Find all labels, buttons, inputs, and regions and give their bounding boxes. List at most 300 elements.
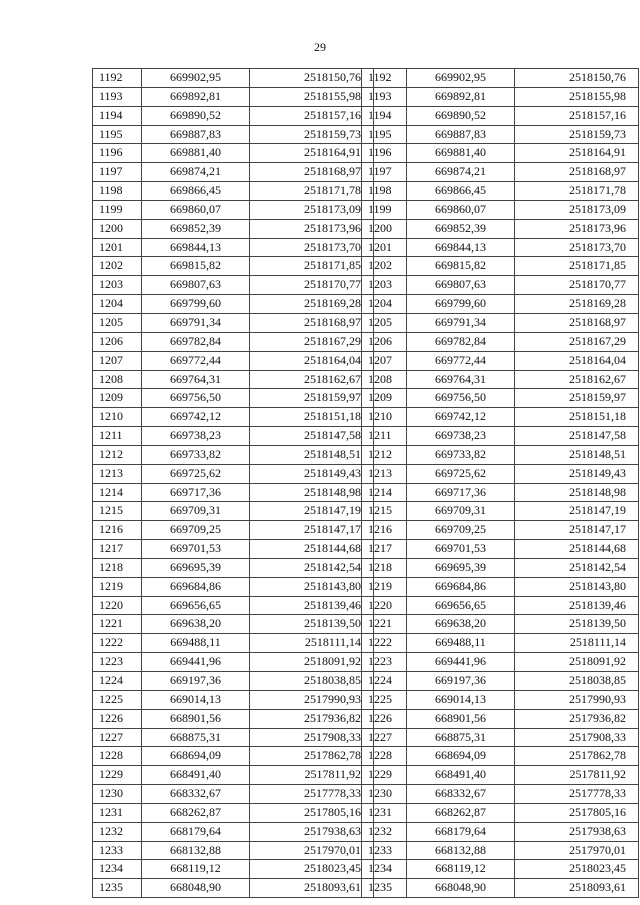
x-coordinate-cell: 669815,82 (142, 257, 250, 276)
table-row (362, 163, 639, 182)
x-coordinate-cell: 669656,65 (142, 596, 250, 615)
y-coordinate-cell: 2517862,78 (250, 747, 374, 766)
table-row (362, 219, 639, 238)
x-coordinate-cell: 669799,60 (407, 295, 515, 314)
point-number-cell: 1212 (93, 445, 142, 464)
point-number-cell: 1197 (362, 163, 407, 182)
x-coordinate-cell: 668901,56 (407, 709, 515, 728)
x-coordinate-cell: 668132,88 (142, 841, 250, 860)
point-number-cell: 1200 (93, 219, 142, 238)
point-number-cell: 1221 (362, 615, 407, 634)
point-number-cell: 1199 (93, 200, 142, 219)
point-number-cell: 1220 (362, 596, 407, 615)
y-coordinate-cell: 2518167,29 (250, 332, 374, 351)
table-row (362, 860, 639, 879)
table-row (93, 841, 374, 860)
point-number-cell: 1227 (93, 728, 142, 747)
x-coordinate-cell: 668875,31 (142, 728, 250, 747)
y-coordinate-cell: 2518164,91 (250, 144, 374, 163)
x-coordinate-cell: 668119,12 (407, 860, 515, 879)
point-number-cell: 1211 (362, 427, 407, 446)
x-coordinate-cell: 669733,82 (142, 445, 250, 464)
y-coordinate-cell: 2518168,97 (250, 313, 374, 332)
y-coordinate-cell: 2518091,92 (250, 653, 374, 672)
x-coordinate-cell: 669725,62 (142, 464, 250, 483)
table-row (362, 841, 639, 860)
y-coordinate-cell: 2517970,01 (515, 841, 639, 860)
x-coordinate-cell: 669441,96 (407, 653, 515, 672)
table-row (362, 577, 639, 596)
table-row (93, 879, 374, 898)
y-coordinate-cell: 2518147,17 (515, 521, 639, 540)
x-coordinate-cell: 669807,63 (407, 276, 515, 295)
x-coordinate-cell: 669791,34 (407, 313, 515, 332)
y-coordinate-cell: 2517811,92 (250, 766, 374, 785)
table-row (93, 370, 374, 389)
point-number-cell: 1229 (93, 766, 142, 785)
x-coordinate-cell: 669892,81 (407, 87, 515, 106)
table-row (93, 558, 374, 577)
point-number-cell: 1221 (93, 615, 142, 634)
point-number-cell: 1204 (93, 295, 142, 314)
table-row (93, 219, 374, 238)
coordinates-table-right (361, 68, 639, 898)
x-coordinate-cell: 669890,52 (142, 106, 250, 125)
table-row (362, 558, 639, 577)
point-number-cell: 1206 (93, 332, 142, 351)
table-row (93, 483, 374, 502)
x-coordinate-cell: 669638,20 (407, 615, 515, 634)
x-coordinate-cell: 668262,87 (142, 803, 250, 822)
x-coordinate-cell: 669756,50 (142, 389, 250, 408)
x-coordinate-cell: 668332,67 (407, 785, 515, 804)
point-number-cell: 1195 (362, 125, 407, 144)
point-number-cell: 1227 (362, 728, 407, 747)
x-coordinate-cell: 668694,09 (142, 747, 250, 766)
y-coordinate-cell: 2518038,85 (250, 672, 374, 691)
x-coordinate-cell: 669709,25 (142, 521, 250, 540)
point-number-cell: 1222 (93, 634, 142, 653)
table-row (362, 182, 639, 201)
table-row (362, 540, 639, 559)
y-coordinate-cell: 2518147,58 (515, 427, 639, 446)
y-coordinate-cell: 2518168,97 (250, 163, 374, 182)
point-number-cell: 1215 (93, 502, 142, 521)
y-coordinate-cell: 2518162,67 (515, 370, 639, 389)
point-number-cell: 1199 (362, 200, 407, 219)
point-number-cell: 1216 (362, 521, 407, 540)
table-row (362, 785, 639, 804)
y-coordinate-cell: 2518148,51 (250, 445, 374, 464)
y-coordinate-cell: 2518155,98 (250, 87, 374, 106)
table-row (362, 502, 639, 521)
y-coordinate-cell: 2518171,85 (515, 257, 639, 276)
point-number-cell: 1231 (93, 803, 142, 822)
point-number-cell: 1196 (93, 144, 142, 163)
x-coordinate-cell: 669887,83 (407, 125, 515, 144)
x-coordinate-cell: 668048,90 (407, 879, 515, 898)
table-row (362, 822, 639, 841)
x-coordinate-cell: 669695,39 (407, 558, 515, 577)
table-row (93, 332, 374, 351)
x-coordinate-cell: 669709,31 (142, 502, 250, 521)
x-coordinate-cell: 669874,21 (142, 163, 250, 182)
y-coordinate-cell: 2518142,54 (515, 558, 639, 577)
point-number-cell: 1232 (362, 822, 407, 841)
point-number-cell: 1209 (93, 389, 142, 408)
coordinates-table-right-body (362, 69, 639, 898)
point-number-cell: 1202 (362, 257, 407, 276)
y-coordinate-cell: 2518169,28 (515, 295, 639, 314)
y-coordinate-cell: 2517936,82 (250, 709, 374, 728)
point-number-cell: 1216 (93, 521, 142, 540)
x-coordinate-cell: 669738,23 (142, 427, 250, 446)
x-coordinate-cell: 669902,95 (407, 69, 515, 88)
table-row (93, 672, 374, 691)
y-coordinate-cell: 2518171,85 (250, 257, 374, 276)
table-row (362, 464, 639, 483)
x-coordinate-cell: 669756,50 (407, 389, 515, 408)
y-coordinate-cell: 2517908,33 (515, 728, 639, 747)
y-coordinate-cell: 2518155,98 (515, 87, 639, 106)
table-row (362, 257, 639, 276)
y-coordinate-cell: 2518168,97 (515, 313, 639, 332)
point-number-cell: 1207 (93, 351, 142, 370)
x-coordinate-cell: 669764,31 (142, 370, 250, 389)
point-number-cell: 1225 (93, 690, 142, 709)
point-number-cell: 1198 (362, 182, 407, 201)
y-coordinate-cell: 2518144,68 (515, 540, 639, 559)
table-row (362, 238, 639, 257)
y-coordinate-cell: 2518144,68 (250, 540, 374, 559)
table-row (93, 351, 374, 370)
y-coordinate-cell: 2518167,29 (515, 332, 639, 351)
table-row (362, 596, 639, 615)
x-coordinate-cell: 669772,44 (407, 351, 515, 370)
point-number-cell: 1217 (362, 540, 407, 559)
point-number-cell: 1193 (362, 87, 407, 106)
table-row (93, 728, 374, 747)
y-coordinate-cell: 2518023,45 (515, 860, 639, 879)
y-coordinate-cell: 2518093,61 (515, 879, 639, 898)
table-row (93, 276, 374, 295)
point-number-cell: 1223 (362, 653, 407, 672)
y-coordinate-cell: 2518143,80 (250, 577, 374, 596)
x-coordinate-cell: 669866,45 (142, 182, 250, 201)
table-row (362, 313, 639, 332)
point-number-cell: 1198 (93, 182, 142, 201)
point-number-cell: 1210 (362, 408, 407, 427)
point-number-cell: 1219 (362, 577, 407, 596)
y-coordinate-cell: 2518149,43 (250, 464, 374, 483)
y-coordinate-cell: 2518170,77 (515, 276, 639, 295)
point-number-cell: 1225 (362, 690, 407, 709)
y-coordinate-cell: 2518139,50 (515, 615, 639, 634)
y-coordinate-cell: 2517811,92 (515, 766, 639, 785)
table-row (93, 502, 374, 521)
y-coordinate-cell: 2518151,18 (515, 408, 639, 427)
x-coordinate-cell: 668262,87 (407, 803, 515, 822)
y-coordinate-cell: 2518111,14 (515, 634, 639, 653)
table-row (93, 615, 374, 634)
x-coordinate-cell: 668491,40 (142, 766, 250, 785)
y-coordinate-cell: 2518164,04 (250, 351, 374, 370)
y-coordinate-cell: 2518173,09 (515, 200, 639, 219)
y-coordinate-cell: 2518150,76 (515, 69, 639, 88)
y-coordinate-cell: 2518157,16 (250, 106, 374, 125)
y-coordinate-cell: 2518111,14 (250, 634, 374, 653)
x-coordinate-cell: 669709,25 (407, 521, 515, 540)
point-number-cell: 1203 (362, 276, 407, 295)
table-row (93, 540, 374, 559)
y-coordinate-cell: 2518164,91 (515, 144, 639, 163)
y-coordinate-cell: 2518159,97 (250, 389, 374, 408)
x-coordinate-cell: 669890,52 (407, 106, 515, 125)
x-coordinate-cell: 668048,90 (142, 879, 250, 898)
point-number-cell: 1226 (93, 709, 142, 728)
point-number-cell: 1193 (93, 87, 142, 106)
point-number-cell: 1213 (93, 464, 142, 483)
table-row (362, 276, 639, 295)
table-row (362, 521, 639, 540)
y-coordinate-cell: 2518143,80 (515, 577, 639, 596)
point-number-cell: 1196 (362, 144, 407, 163)
point-number-cell: 1209 (362, 389, 407, 408)
point-number-cell: 1231 (362, 803, 407, 822)
x-coordinate-cell: 669852,39 (407, 219, 515, 238)
table-row (362, 766, 639, 785)
table-row (362, 653, 639, 672)
y-coordinate-cell: 2518139,46 (250, 596, 374, 615)
y-coordinate-cell: 2518023,45 (250, 860, 374, 879)
coordinates-table-left (92, 68, 374, 898)
y-coordinate-cell: 2518148,98 (250, 483, 374, 502)
y-coordinate-cell: 2518147,58 (250, 427, 374, 446)
point-number-cell: 1195 (93, 125, 142, 144)
x-coordinate-cell: 669742,12 (142, 408, 250, 427)
x-coordinate-cell: 669815,82 (407, 257, 515, 276)
point-number-cell: 1200 (362, 219, 407, 238)
x-coordinate-cell: 668132,88 (407, 841, 515, 860)
y-coordinate-cell: 2518173,96 (250, 219, 374, 238)
table-row (362, 690, 639, 709)
table-row (93, 125, 374, 144)
table-row (362, 634, 639, 653)
table-row (362, 445, 639, 464)
y-coordinate-cell: 2518139,46 (515, 596, 639, 615)
y-coordinate-cell: 2518139,50 (250, 615, 374, 634)
y-coordinate-cell: 2517778,33 (515, 785, 639, 804)
table-row (93, 238, 374, 257)
point-number-cell: 1226 (362, 709, 407, 728)
x-coordinate-cell: 669764,31 (407, 370, 515, 389)
x-coordinate-cell: 668119,12 (142, 860, 250, 879)
table-row (93, 200, 374, 219)
table-row (93, 803, 374, 822)
y-coordinate-cell: 2518162,67 (250, 370, 374, 389)
table-row (362, 106, 639, 125)
point-number-cell: 1204 (362, 295, 407, 314)
x-coordinate-cell: 669197,36 (407, 672, 515, 691)
point-number-cell: 1203 (93, 276, 142, 295)
x-coordinate-cell: 669733,82 (407, 445, 515, 464)
point-number-cell: 1210 (93, 408, 142, 427)
x-coordinate-cell: 668694,09 (407, 747, 515, 766)
point-number-cell: 1215 (362, 502, 407, 521)
y-coordinate-cell: 2517938,63 (515, 822, 639, 841)
y-coordinate-cell: 2517778,33 (250, 785, 374, 804)
y-coordinate-cell: 2518159,73 (515, 125, 639, 144)
table-row (362, 709, 639, 728)
point-number-cell: 1220 (93, 596, 142, 615)
y-coordinate-cell: 2518150,76 (250, 69, 374, 88)
point-number-cell: 1201 (362, 238, 407, 257)
x-coordinate-cell: 669717,36 (407, 483, 515, 502)
point-number-cell: 1192 (93, 69, 142, 88)
y-coordinate-cell: 2517908,33 (250, 728, 374, 747)
point-number-cell: 1228 (362, 747, 407, 766)
point-number-cell: 1205 (93, 313, 142, 332)
x-coordinate-cell: 669791,34 (142, 313, 250, 332)
table-row (93, 709, 374, 728)
y-coordinate-cell: 2518091,92 (515, 653, 639, 672)
point-number-cell: 1218 (93, 558, 142, 577)
point-number-cell: 1235 (362, 879, 407, 898)
y-coordinate-cell: 2518148,98 (515, 483, 639, 502)
y-coordinate-cell: 2518173,09 (250, 200, 374, 219)
y-coordinate-cell: 2518147,19 (515, 502, 639, 521)
table-row (362, 672, 639, 691)
y-coordinate-cell: 2518147,19 (250, 502, 374, 521)
table-row (362, 332, 639, 351)
y-coordinate-cell: 2518173,96 (515, 219, 639, 238)
y-coordinate-cell: 2518173,70 (250, 238, 374, 257)
table-row (93, 464, 374, 483)
table-row (93, 408, 374, 427)
table-row (362, 87, 639, 106)
point-number-cell: 1192 (362, 69, 407, 88)
point-number-cell: 1208 (93, 370, 142, 389)
point-number-cell: 1207 (362, 351, 407, 370)
x-coordinate-cell: 669902,95 (142, 69, 250, 88)
x-coordinate-cell: 669799,60 (142, 295, 250, 314)
x-coordinate-cell: 669709,31 (407, 502, 515, 521)
y-coordinate-cell: 2517990,93 (250, 690, 374, 709)
x-coordinate-cell: 669887,83 (142, 125, 250, 144)
x-coordinate-cell: 669860,07 (142, 200, 250, 219)
x-coordinate-cell: 668875,31 (407, 728, 515, 747)
point-number-cell: 1219 (93, 577, 142, 596)
point-number-cell: 1194 (362, 106, 407, 125)
table-row (93, 69, 374, 88)
x-coordinate-cell: 669852,39 (142, 219, 250, 238)
page-number: 29 (314, 40, 326, 54)
table-row (93, 521, 374, 540)
table-row (362, 747, 639, 766)
point-number-cell: 1202 (93, 257, 142, 276)
x-coordinate-cell: 669874,21 (407, 163, 515, 182)
point-number-cell: 1223 (93, 653, 142, 672)
point-number-cell: 1213 (362, 464, 407, 483)
point-number-cell: 1201 (93, 238, 142, 257)
x-coordinate-cell: 669441,96 (142, 653, 250, 672)
x-coordinate-cell: 669881,40 (142, 144, 250, 163)
table-row (362, 144, 639, 163)
table-row (362, 615, 639, 634)
y-coordinate-cell: 2517938,63 (250, 822, 374, 841)
table-row (362, 483, 639, 502)
table-row (93, 445, 374, 464)
table-row (93, 766, 374, 785)
table-row (93, 785, 374, 804)
point-number-cell: 1235 (93, 879, 142, 898)
y-coordinate-cell: 2518169,28 (250, 295, 374, 314)
table-row (362, 125, 639, 144)
x-coordinate-cell: 669717,36 (142, 483, 250, 502)
table-row (93, 163, 374, 182)
table-row (93, 427, 374, 446)
point-number-cell: 1217 (93, 540, 142, 559)
x-coordinate-cell: 669695,39 (142, 558, 250, 577)
y-coordinate-cell: 2517805,16 (250, 803, 374, 822)
point-number-cell: 1234 (362, 860, 407, 879)
point-number-cell: 1229 (362, 766, 407, 785)
table-row (93, 596, 374, 615)
table-row (93, 389, 374, 408)
point-number-cell: 1214 (93, 483, 142, 502)
x-coordinate-cell: 669701,53 (142, 540, 250, 559)
y-coordinate-cell: 2518170,77 (250, 276, 374, 295)
y-coordinate-cell: 2518157,16 (515, 106, 639, 125)
point-number-cell: 1208 (362, 370, 407, 389)
x-coordinate-cell: 669638,20 (142, 615, 250, 634)
table-row (362, 389, 639, 408)
table-row (362, 351, 639, 370)
y-coordinate-cell: 2517936,82 (515, 709, 639, 728)
y-coordinate-cell: 2518159,97 (515, 389, 639, 408)
table-row (362, 69, 639, 88)
table-row (93, 822, 374, 841)
point-number-cell: 1194 (93, 106, 142, 125)
table-row (93, 690, 374, 709)
y-coordinate-cell: 2518149,43 (515, 464, 639, 483)
point-number-cell: 1222 (362, 634, 407, 653)
x-coordinate-cell: 669684,86 (407, 577, 515, 596)
point-number-cell: 1224 (93, 672, 142, 691)
table-row (93, 577, 374, 596)
table-row (362, 427, 639, 446)
table-row (93, 144, 374, 163)
table-row (362, 370, 639, 389)
x-coordinate-cell: 669488,11 (142, 634, 250, 653)
x-coordinate-cell: 669684,86 (142, 577, 250, 596)
y-coordinate-cell: 2518038,85 (515, 672, 639, 691)
point-number-cell: 1233 (362, 841, 407, 860)
y-coordinate-cell: 2517805,16 (515, 803, 639, 822)
y-coordinate-cell: 2518148,51 (515, 445, 639, 464)
x-coordinate-cell: 668491,40 (407, 766, 515, 785)
x-coordinate-cell: 669725,62 (407, 464, 515, 483)
table-row (362, 408, 639, 427)
x-coordinate-cell: 668179,64 (407, 822, 515, 841)
x-coordinate-cell: 669860,07 (407, 200, 515, 219)
x-coordinate-cell: 669782,84 (142, 332, 250, 351)
point-number-cell: 1206 (362, 332, 407, 351)
point-number-cell: 1214 (362, 483, 407, 502)
y-coordinate-cell: 2518171,78 (515, 182, 639, 201)
x-coordinate-cell: 668332,67 (142, 785, 250, 804)
point-number-cell: 1230 (362, 785, 407, 804)
